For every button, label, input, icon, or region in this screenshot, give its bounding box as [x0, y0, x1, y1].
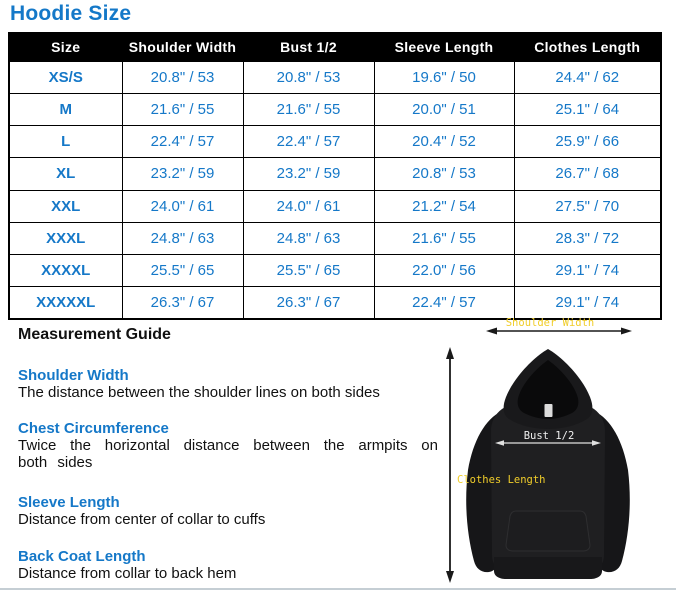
table-row [9, 158, 661, 190]
table-row [9, 222, 661, 254]
cell-bust: 24.8" / 63 [243, 222, 374, 254]
shoulder-width-label: Shoulder Width [505, 317, 595, 329]
cell-clothes: 25.1" / 64 [514, 93, 661, 125]
cell-clothes: 29.1" / 74 [514, 287, 661, 319]
cell-sleeve: 20.8" / 53 [374, 158, 514, 190]
col-header-sleeve-length: Sleeve Length [374, 33, 514, 61]
cell-bust: 21.6" / 55 [243, 93, 374, 125]
cell-sleeve: 19.6" / 50 [374, 61, 514, 93]
guide-item-body: Twice the horizontal distance between the armpits on both sides [18, 437, 438, 471]
col-header-clothes-length: Clothes Length [514, 33, 661, 61]
cell-bust: 24.0" / 61 [243, 190, 374, 222]
guide-item-sleeve-length [18, 494, 448, 528]
cell-size: XXXXL [9, 255, 122, 287]
guide-item-chest-circumference [18, 420, 448, 471]
guide-item-shoulder-width [18, 367, 448, 401]
clothes-length-arrow [446, 347, 454, 583]
size-table-header [9, 33, 661, 61]
cell-size: XS/S [9, 61, 122, 93]
bust-label: Bust 1/2 [523, 430, 575, 442]
guide-item-heading: Sleeve Length [18, 494, 120, 511]
cell-bust: 23.2" / 59 [243, 158, 374, 190]
cell-sleeve: 21.2" / 54 [374, 190, 514, 222]
cell-bust: 20.8" / 53 [243, 61, 374, 93]
clothes-length-label: Clothes Length [457, 474, 546, 486]
cell-size: XXXXXL [9, 287, 122, 319]
cell-clothes: 29.1" / 74 [514, 255, 661, 287]
cell-clothes: 25.9" / 66 [514, 126, 661, 158]
neck-tag [545, 404, 553, 417]
cell-shoulder: 25.5" / 65 [122, 255, 243, 287]
cell-size: XL [9, 158, 122, 190]
guide-item-body: Distance from collar to back hem [18, 565, 237, 582]
cell-size: M [9, 93, 122, 125]
cell-size: XXL [9, 190, 122, 222]
table-row [9, 61, 661, 93]
measurement-guide-title: Measurement Guide [18, 326, 171, 343]
cell-bust: 25.5" / 65 [243, 255, 374, 287]
cell-clothes: 24.4" / 62 [514, 61, 661, 93]
table-row [9, 190, 661, 222]
hoodie-image [466, 349, 630, 579]
guide-item-body: The distance between the shoulder lines on both sides [18, 384, 380, 401]
guide-item-back-coat-length [18, 548, 448, 582]
page-title: Hoodie Size [10, 2, 132, 25]
cell-sleeve: 20.0" / 51 [374, 93, 514, 125]
cell-clothes: 27.5" / 70 [514, 190, 661, 222]
cell-clothes: 28.3" / 72 [514, 222, 661, 254]
cell-shoulder: 21.6" / 55 [122, 93, 243, 125]
cell-sleeve: 21.6" / 55 [374, 222, 514, 254]
cell-sleeve: 20.4" / 52 [374, 126, 514, 158]
size-table [8, 32, 662, 320]
col-header-shoulder-width: Shoulder Width [122, 33, 243, 61]
cell-clothes: 26.7" / 68 [514, 158, 661, 190]
table-row [9, 255, 661, 287]
cell-bust: 22.4" / 57 [243, 126, 374, 158]
cell-shoulder: 24.0" / 61 [122, 190, 243, 222]
cell-shoulder: 20.8" / 53 [122, 61, 243, 93]
guide-item-heading: Shoulder Width [18, 367, 129, 384]
table-row [9, 93, 661, 125]
hoodie-measurement-diagram [440, 315, 676, 592]
cell-sleeve: 22.4" / 57 [374, 287, 514, 319]
cell-shoulder: 24.8" / 63 [122, 222, 243, 254]
cell-shoulder: 23.2" / 59 [122, 158, 243, 190]
guide-item-body: Distance from center of collar to cuffs [18, 511, 266, 528]
cell-sleeve: 22.0" / 56 [374, 255, 514, 287]
cell-bust: 26.3" / 67 [243, 287, 374, 319]
guide-item-heading: Chest Circumference [18, 420, 169, 437]
col-header-bust: Bust 1/2 [243, 33, 374, 61]
cell-size: XXXL [9, 222, 122, 254]
cell-size: L [9, 126, 122, 158]
cell-shoulder: 22.4" / 57 [122, 126, 243, 158]
cell-shoulder: 26.3" / 67 [122, 287, 243, 319]
bottom-divider [0, 588, 676, 590]
col-header-size: Size [9, 33, 122, 61]
guide-item-heading: Back Coat Length [18, 548, 146, 565]
table-row [9, 126, 661, 158]
header-row [9, 33, 661, 61]
